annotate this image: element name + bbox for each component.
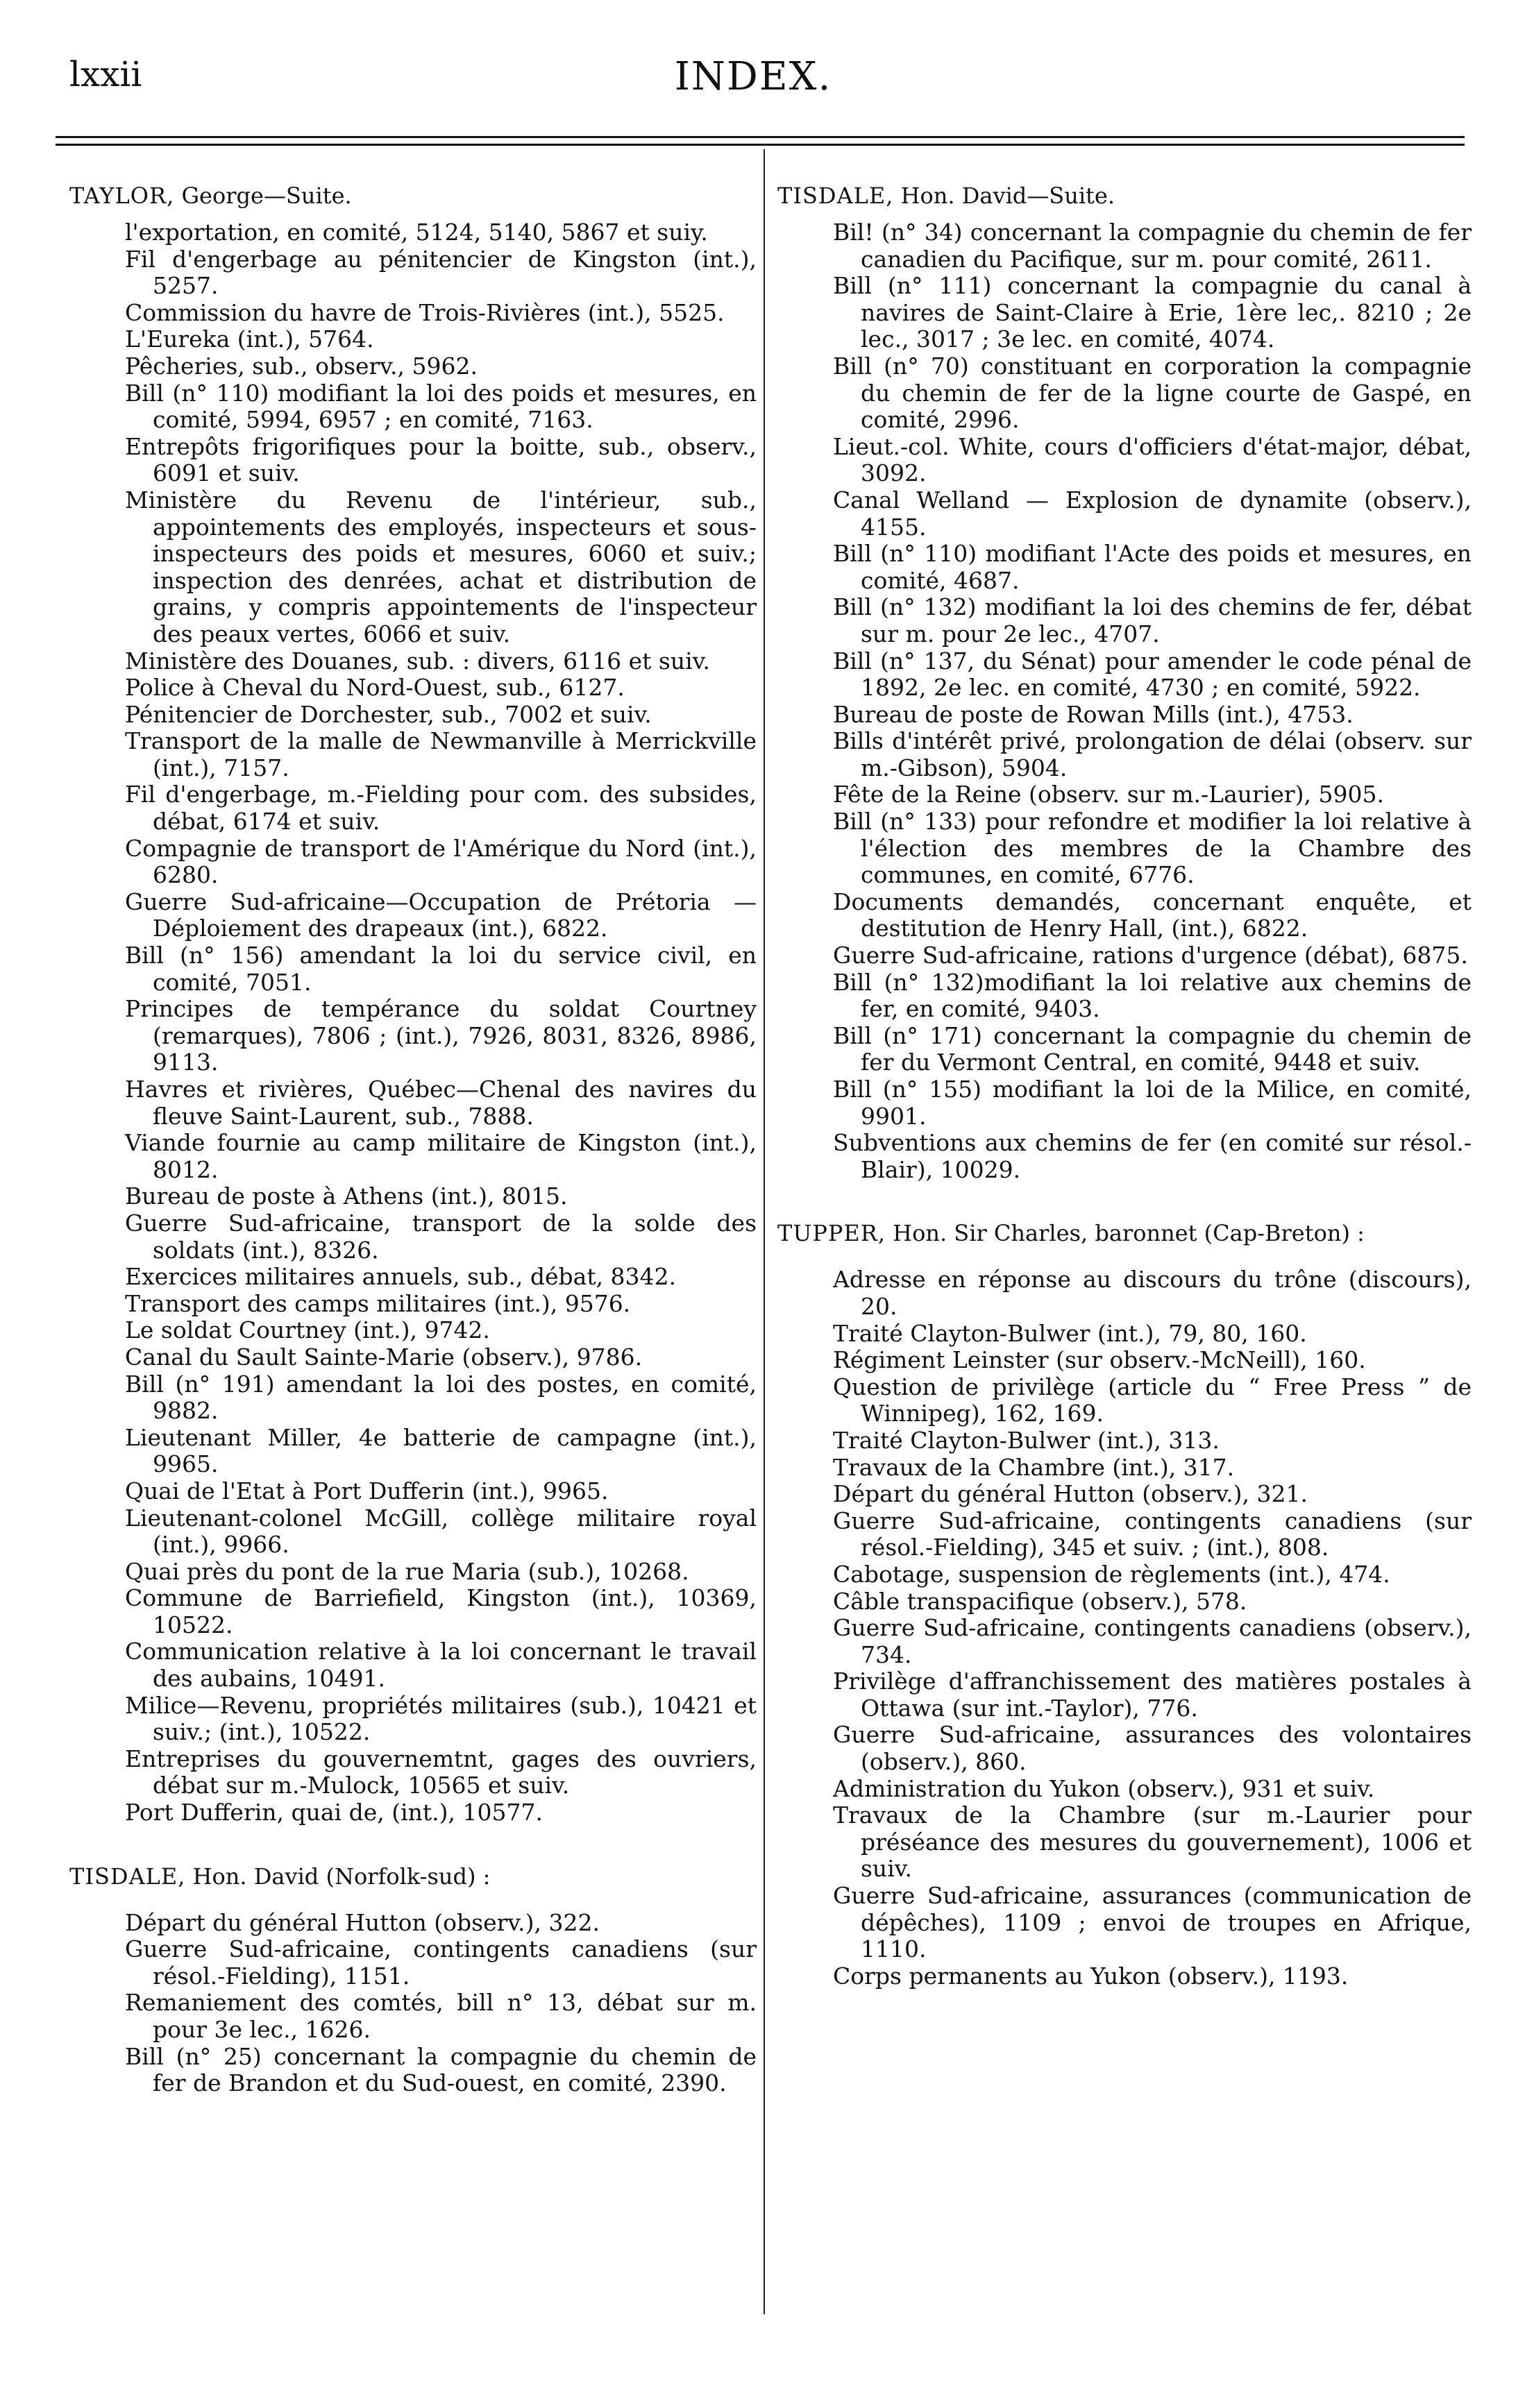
section-heading xyxy=(69,182,757,210)
index-entry: Fête de la Reine (observ. sur m.-Laurier), 5905. xyxy=(833,781,1384,808)
index-section xyxy=(777,182,1472,1183)
index-entry: Port Dufferin, quai de, (int.), 10577. xyxy=(125,1799,543,1826)
index-entry: Fil d'engerbage au pénitencier de Kingston (int.), 5257. xyxy=(125,245,757,300)
index-entry: Traité Clayton-Bulwer (int.), 313. xyxy=(833,1426,1220,1454)
entry-list xyxy=(777,1266,1472,1990)
index-entry: Ministère du Revenu de l'intérieur, sub., appointements des employés, inspecteurs et sous-inspecteurs des poids et mesures, 6060 et suiv.; inspection des denrées, achat et distribution de grains, y compris appointements de l'inspecteur des peaux vertes, 6066 et suiv. xyxy=(125,486,757,647)
index-section xyxy=(777,1219,1472,1990)
index-entry: Canal Welland — Explosion de dynamite (observ.), 4155. xyxy=(833,486,1472,541)
index-entry: Lieutenant-colonel McGill, collège militaire royal (int.), 9966. xyxy=(125,1504,757,1559)
section-heading xyxy=(777,1219,1472,1247)
page-header xyxy=(56,54,1451,110)
index-entry: Guerre Sud-africaine, contingents canadiens (observ.), 734. xyxy=(833,1614,1472,1668)
column-divider xyxy=(764,149,765,2314)
index-entry: Pêcheries, sub., observ., 5962. xyxy=(125,352,478,380)
index-entry: Compagnie de transport de l'Amérique du Nord (int.), 6280. xyxy=(125,834,757,889)
heading-name: TISDALE, xyxy=(69,1863,186,1890)
heading-name: TISDALE, xyxy=(777,183,894,209)
index-section xyxy=(69,182,757,1826)
index-entry: Guerre Sud-africaine, rations d'urgence (débat), 6875. xyxy=(833,942,1468,969)
index-entry: Entreprises du gouvernemtnt, gages des ouvriers, débat sur m.-Mulock, 10565 et suiv. xyxy=(125,1745,757,1799)
section-heading xyxy=(69,1863,757,1890)
index-entry: Privilège d'affranchissement des matières postales à Ottawa (sur int.-Taylor), 776. xyxy=(833,1668,1472,1722)
index-entry: Guerre Sud-africaine, transport de la solde des soldats (int.), 8326. xyxy=(125,1209,757,1264)
index-entry: Bills d'intérêt privé, prolongation de délai (observ. sur m.-Gibson), 5904. xyxy=(833,727,1472,781)
index-entry: Documents demandés, concernant enquête, et destitution de Henry Hall, (int.), 6822. xyxy=(833,888,1472,942)
index-entry: Entrepôts frigorifiques pour la boitte, sub., observ., 6091 et suiv. xyxy=(125,432,757,487)
index-entry: Administration du Yukon (observ.), 931 et suiv. xyxy=(833,1774,1375,1802)
index-entry: L'Eureka (int.), 5764. xyxy=(125,325,374,353)
index-entry: Quai près du pont de la rue Maria (sub.), 10268. xyxy=(125,1557,689,1585)
index-entry: Départ du général Hutton (observ.), 322. xyxy=(125,1908,600,1936)
index-entry: Travaux de la Chambre (int.), 317. xyxy=(833,1453,1235,1481)
index-entry: Bill (n° 110) modifiant l'Acte des poids et mesures, en comité, 4687. xyxy=(833,540,1472,594)
index-entry: Pénitencier de Dorchester, sub., 7002 et suiv. xyxy=(125,700,652,728)
heading-suffix: Hon. David (Norfolk-sud) : xyxy=(185,1863,491,1890)
index-entry: Bill (n° 191) amendant la loi des postes, en comité, 9882. xyxy=(125,1370,757,1425)
index-entry: Guerre Sud-africaine, assurances des volontaires (observ.), 860. xyxy=(833,1721,1472,1776)
index-entry: Fil d'engerbage, m.-Fielding pour com. des subsides, débat, 6174 et suiv. xyxy=(125,781,757,836)
index-entry: Bill (n° 25) concernant la compagnie du chemin de fer de Brandon et du Sud-ouest, en comité, 2390. xyxy=(125,2042,757,2097)
index-entry: Havres et rivières, Québec—Chenal des navires du fleuve Saint-Laurent, sub., 7888. xyxy=(125,1076,757,1130)
index-entry: Question de privilège (article du “ Free Press ” de Winnipeg), 162, 169. xyxy=(833,1373,1472,1427)
heading-name: TAYLOR, xyxy=(69,183,175,209)
index-entry: Guerre Sud-africaine—Occupation de Prétoria —Déploiement des drapeaux (int.), 6822. xyxy=(125,888,757,942)
index-entry: Bill (n° 132) modifiant la loi des chemins de fer, débat sur m. pour 2e lec., 4707. xyxy=(833,593,1472,647)
index-entry: Adresse en réponse au discours du trône (discours), 20. xyxy=(833,1266,1472,1320)
index-entry: Bill (n° 137, du Sénat) pour amender le code pénal de 1892, 2e lec. en comité, 4730 ; en comité, 5922. xyxy=(833,647,1472,702)
index-entry: Bill (n° 70) constituant en corporation la compagnie du chemin de fer de la ligne courte de Gaspé, en comité, 2996. xyxy=(833,352,1472,434)
index-entry: Câble transpacifique (observ.), 578. xyxy=(833,1587,1247,1615)
index-entry: Transport des camps militaires (int.), 9576. xyxy=(125,1289,631,1317)
header-rule-top xyxy=(56,136,1465,138)
header-rule-bottom xyxy=(56,144,1465,146)
index-entry: Lieutenant Miller, 4e batterie de campagne (int.), 9965. xyxy=(125,1423,757,1478)
index-entry: Guerre Sud-africaine, contingents canadiens (sur résol.-Fielding), 1151. xyxy=(125,1935,757,1990)
index-entry: Corps permanents au Yukon (observ.), 1193. xyxy=(833,1962,1349,1990)
index-entry: Travaux de la Chambre (sur m.-Laurier pour préséance des mesures du gouvernement), 1006 et suiv. xyxy=(833,1801,1472,1883)
index-entry: Guerre Sud-africaine, contingents canadiens (sur résol.-Fielding), 345 et suiv. ; (int.), 808. xyxy=(833,1507,1472,1561)
index-entry: Bill (n° 110) modifiant la loi des poids et mesures, en comité, 5994, 6957 ; en comité, 7163. xyxy=(125,379,757,434)
index-entry: Transport de la malle de Newmanville à Merrickville (int.), 7157. xyxy=(125,727,757,781)
index-entry: Viande fournie au camp militaire de Kingston (int.), 8012. xyxy=(125,1129,757,1183)
left-column xyxy=(69,182,757,2133)
index-entry: Régiment Leinster (sur observ.-McNeill), 160. xyxy=(833,1346,1366,1374)
entry-list xyxy=(69,219,757,1826)
heading-suffix: Hon. Sir Charles, baronnet (Cap-Breton) : xyxy=(886,1220,1365,1247)
index-entry: Traité Clayton-Bulwer (int.), 79, 80, 160. xyxy=(833,1319,1307,1347)
index-section xyxy=(69,1863,757,2097)
index-entry: Bill (n° 155) modifiant la loi de la Milice, en comité, 9901. xyxy=(833,1076,1472,1130)
index-entry: Cabotage, suspension de règlements (int.), 474. xyxy=(833,1560,1390,1588)
heading-suffix: George—Suite. xyxy=(174,183,352,209)
index-entry: Canal du Sault Sainte-Marie (observ.), 9786. xyxy=(125,1343,643,1371)
index-entry: Milice—Revenu, propriétés militaires (sub.), 10421 et suiv.; (int.), 10522. xyxy=(125,1691,757,1746)
index-entry: Bill (n° 156) amendant la loi du service civil, en comité, 7051. xyxy=(125,942,757,996)
index-entry: Bill (n° 111) concernant la compagnie du canal à navires de Saint-Claire à Erie, 1ère lec,. 8210 ; 2e lec., 3017 ; 3e lec. en comité, 4074. xyxy=(833,272,1472,353)
entry-list xyxy=(777,219,1472,1183)
index-entry: Bill (n° 132)modifiant la loi relative aux chemins de fer, en comité, 9403. xyxy=(833,968,1472,1023)
entry-list xyxy=(69,1910,757,2097)
index-entry: l'exportation, en comité, 5124, 5140, 5867 et suiy. xyxy=(125,219,708,246)
index-entry: Quai de l'Etat à Port Dufferin (int.), 9965. xyxy=(125,1477,609,1504)
index-entry: Ministère des Douanes, sub. : divers, 6116 et suiv. xyxy=(125,647,710,675)
index-entry: Commune de Barriefield, Kingston (int.), 10369, 10522. xyxy=(125,1584,757,1638)
index-entry: Exercices militaires annuels, sub., débat, 8342. xyxy=(125,1263,677,1291)
index-entry: Bil! (n° 34) concernant la compagnie du chemin de fer canadien du Pacifique, sur m. pour comité, 2611. xyxy=(833,219,1472,273)
index-entry: Départ du général Hutton (observ.), 321. xyxy=(833,1480,1308,1508)
index-entry: Communication relative à la loi concernant le travail des aubains, 10491. xyxy=(125,1638,757,1693)
index-entry: Bureau de poste à Athens (int.), 8015. xyxy=(125,1182,568,1210)
heading-suffix: Hon. David—Suite. xyxy=(893,183,1115,209)
index-entry: Le soldat Courtney (int.), 9742. xyxy=(125,1316,490,1344)
index-entry: Commission du havre de Trois-Rivières (int.), 5525. xyxy=(125,298,725,326)
right-column xyxy=(777,182,1472,2026)
index-entry: Remaniement des comtés, bill n° 13, débat sur m. pour 3e lec., 1626. xyxy=(125,1989,757,2043)
index-entry: Lieut.-col. White, cours d'officiers d'état-major, débat, 3092. xyxy=(833,432,1472,487)
page-number: lxxii xyxy=(69,54,142,94)
index-entry: Bureau de poste de Rowan Mills (int.), 4753. xyxy=(833,700,1354,728)
index-entry: Bill (n° 171) concernant la compagnie du chemin de fer du Vermont Central, en comité, 9448 et suiv. xyxy=(833,1021,1472,1076)
index-entry: Police à Cheval du Nord-Ouest, sub., 6127. xyxy=(125,674,625,702)
index-entry: Guerre Sud-africaine, assurances (communication de dépêches), 1109 ; envoi de troupes en Afrique, 1110. xyxy=(833,1882,1472,1963)
index-entry: Principes de tempérance du soldat Courtney (remarques), 7806 ; (int.), 7926, 8031, 8326, 8986, 9113. xyxy=(125,995,757,1076)
index-entry: Subventions aux chemins de fer (en comité sur résol.-Blair), 10029. xyxy=(833,1129,1472,1183)
section-heading xyxy=(777,182,1472,210)
page-title: INDEX. xyxy=(674,54,832,99)
index-entry: Bill (n° 133) pour refondre et modifier la loi relative à l'élection des membres de la Chambre des communes, en comité, 6776. xyxy=(833,808,1472,889)
heading-name: TUPPER, xyxy=(777,1220,886,1247)
